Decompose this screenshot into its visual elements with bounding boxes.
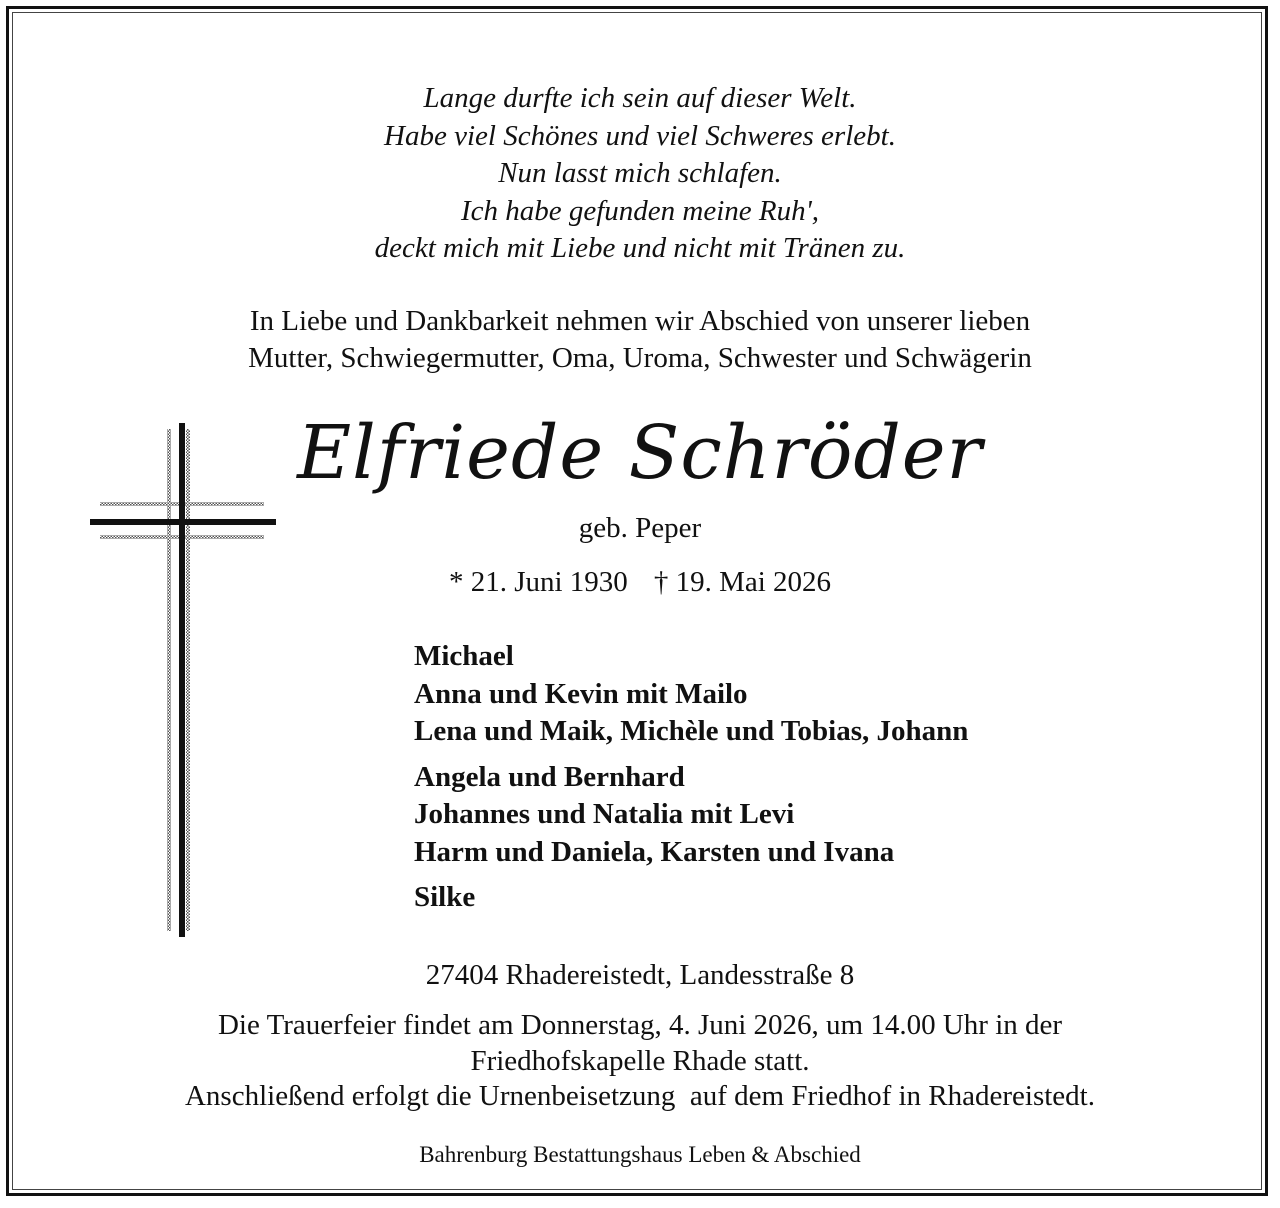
poem-line: deckt mich mit Liebe und nicht mit Tränen zu. — [374, 232, 906, 264]
service-line: Friedhofskapelle Rhade statt. — [470, 1044, 810, 1077]
family-member: Angela und Bernhard — [414, 760, 685, 793]
family-member: Lena und Maik, Michèle und Tobias, Johann — [414, 715, 969, 747]
address: 27404 Rhadereistedt, Landesstraße 8 — [425, 959, 855, 991]
family-list — [414, 638, 968, 925]
service-info — [0, 1008, 1280, 1115]
death-date: † 19. Mai 2026 — [653, 566, 832, 598]
poem-line: Ich habe gefunden meine Ruh', — [460, 194, 820, 227]
intro-text — [0, 303, 1280, 377]
family-member: Michael — [414, 640, 514, 672]
family-group — [414, 759, 968, 872]
service-line: Die Trauerfeier findet am Donnerstag, 4. Juni 2026, um 14.00 Uhr in der — [217, 1009, 1063, 1041]
family-member: Johannes und Natalia mit Levi — [414, 798, 795, 830]
maiden-name: geb. Peper — [578, 512, 702, 544]
poem-line: Habe viel Schönes und viel Schweres erlebt. — [384, 119, 896, 152]
family-member: Anna und Kevin mit Mailo — [414, 677, 748, 710]
service-line: Anschließend erfolgt die Urnenbeisetzung auf dem Friedhof in Rhadereistedt. — [184, 1080, 1095, 1112]
poem-line: Lange durfte ich sein auf dieser Welt. — [423, 82, 857, 114]
poem-line: Nun lasst mich schlafen. — [498, 157, 782, 189]
poem — [0, 80, 1280, 268]
undertaker-credit: Bahrenburg Bestattungshaus Leben & Abschied — [419, 1142, 861, 1167]
family-group — [414, 638, 968, 751]
latin-cross-icon — [88, 423, 278, 939]
family-group — [414, 879, 968, 917]
birth-date: * 21. Juni 1930 — [448, 566, 628, 598]
intro-line: In Liebe und Dankbarkeit nehmen wir Abschied von unserer lieben — [249, 305, 1031, 337]
family-member: Silke — [414, 881, 476, 913]
intro-line: Mutter, Schwiegermutter, Oma, Uroma, Schwester und Schwägerin — [248, 342, 1032, 374]
deceased-name: Elfriede Schröder — [297, 410, 983, 496]
family-member: Harm und Daniela, Karsten und Ivana — [414, 835, 895, 868]
